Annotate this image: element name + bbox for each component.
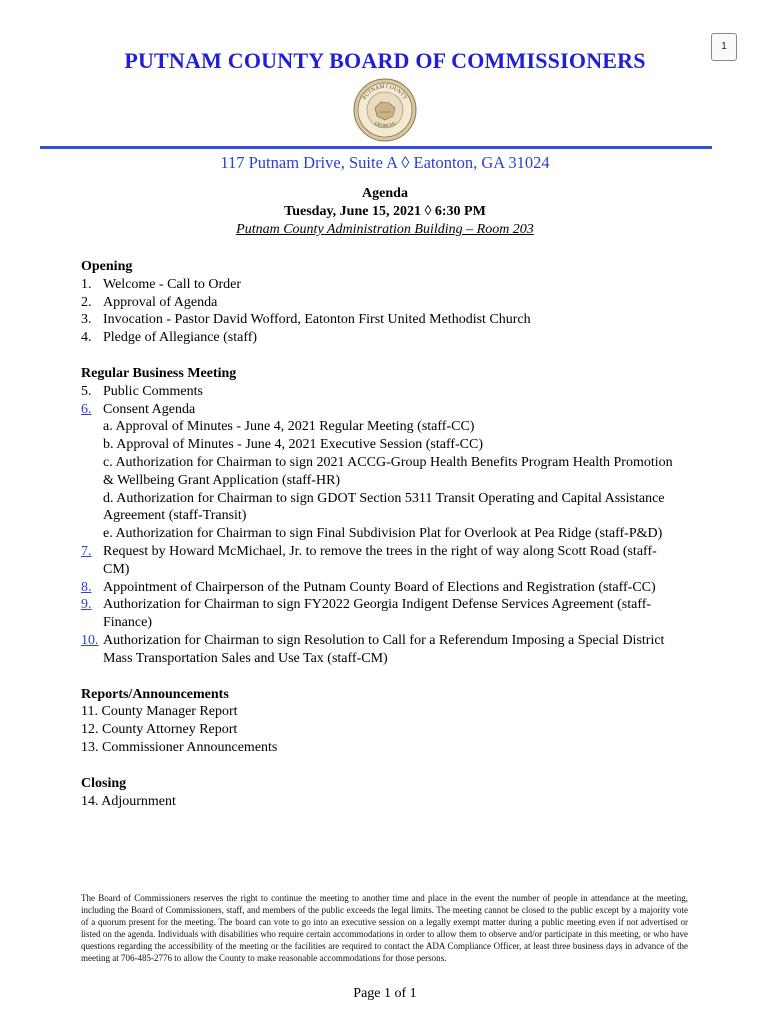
section-closing-title: Closing	[81, 775, 127, 791]
agenda-body	[81, 258, 681, 810]
meeting-date: Tuesday, June 15, 2021 ◊ 6:30 PM	[284, 204, 486, 219]
section-regular-title: Regular Business Meeting	[81, 365, 237, 381]
agenda-item: 1. Welcome - Call to Order	[81, 276, 242, 292]
agenda-item: 6. Consent Agenda	[81, 401, 196, 417]
agenda-item: 2. Approval of Agenda	[81, 294, 218, 310]
consent-item: d. Authorization for Chairman to sign GDOT Section 5311 Transit Operating and Capital Assistance Agreement (staff-Transit)	[103, 490, 665, 524]
header-divider	[40, 146, 712, 149]
report-item: 13. Commissioner Announcements	[81, 739, 278, 755]
page-title: PUTNAM COUNTY BOARD OF COMMISSIONERS	[124, 48, 646, 73]
item-9-link[interactable]: 9.	[81, 597, 92, 613]
page-footer-number: Page 1 of 1	[353, 986, 417, 1001]
agenda-item: 9. Authorization for Chairman to sign FY2022 Georgia Indigent Defense Services Agreement (staff-Finance)	[81, 597, 652, 631]
agenda-item: 8. Appointment of Chairperson of the Putnam County Board of Elections and Registration (staff-CC)	[81, 579, 656, 595]
disclaimer-note: The Board of Commissioners reserves the right to continue the meeting to another time and place in the event the number of people in attendance at the meeting, including the Board of Commissioners, staff, and members of the public exceeds the legal limits. The meeting cannot be closed to the public except by a majority vote of a quorum present for the meeting. The board can vote to go into an executive session on a legally exempt matter during a public meeting even if not advertised or listed on the agenda. Individuals with disabilities who require certain accommodations in order to allow them to observe and/or participate in this meeting, or who have questions regarding the accessibility of the meeting or the facilities are required to contact the ADA Compliance Officer, at least three business days in advance of the meeting at 706-485-2776 to allow the County to make reasonable accommodations for those persons.	[81, 893, 688, 964]
meeting-location: Putnam County Administration Building – Room 203	[236, 222, 534, 237]
item-10-link[interactable]: 10.	[81, 632, 99, 648]
section-reports-title: Reports/Announcements	[81, 686, 229, 702]
agenda-item: 4. Pledge of Allegiance (staff)	[81, 330, 258, 346]
agenda-label: Agenda	[362, 186, 408, 201]
seal-text-bottom: GEORGIA	[373, 121, 397, 130]
item-6-link[interactable]: 6.	[81, 401, 92, 417]
consent-item: a. Approval of Minutes - June 4, 2021 Regular Meeting (staff-CC)	[103, 419, 475, 435]
address-line: 117 Putnam Drive, Suite A ◊ Eatonton, GA 31024	[220, 153, 550, 172]
agenda-item: 3. Invocation - Pastor David Wofford, Eatonton First United Methodist Church	[81, 312, 531, 328]
seal-text-top: PUTNAM COUNTY	[362, 83, 408, 101]
report-item: 12. County Attorney Report	[81, 722, 238, 738]
consent-item: c. Authorization for Chairman to sign 2021 ACCG-Group Health Benefits Program Health Promotion & Wellbeing Grant Application (staff-HR)	[103, 454, 673, 488]
agenda-item: 5. Public Comments	[81, 383, 203, 399]
closing-item: 14. Adjournment	[81, 793, 176, 809]
consent-item: b. Approval of Minutes - June 4, 2021 Executive Session (staff-CC)	[103, 437, 484, 453]
item-8-link[interactable]: 8.	[81, 579, 92, 595]
item-7-link[interactable]: 7.	[81, 543, 92, 559]
agenda-item: 7. Request by Howard McMichael, Jr. to remove the trees in the right of way along Scott Road (staff-CM)	[81, 543, 657, 577]
county-seal-icon	[353, 78, 417, 142]
page-number-badge: 1	[711, 33, 737, 61]
report-item: 11. County Manager Report	[81, 704, 238, 720]
section-opening-title: Opening	[81, 259, 133, 274]
agenda-item: 10. Authorization for Chairman to sign Resolution to Call for a Referendum Imposing a Special District Mass Transportation Sales and Use Tax (staff-CM)	[81, 632, 665, 666]
consent-item: e. Authorization for Chairman to sign Final Subdivision Plat for Overlook at Pea Ridge (staff-P&D)	[103, 526, 663, 542]
